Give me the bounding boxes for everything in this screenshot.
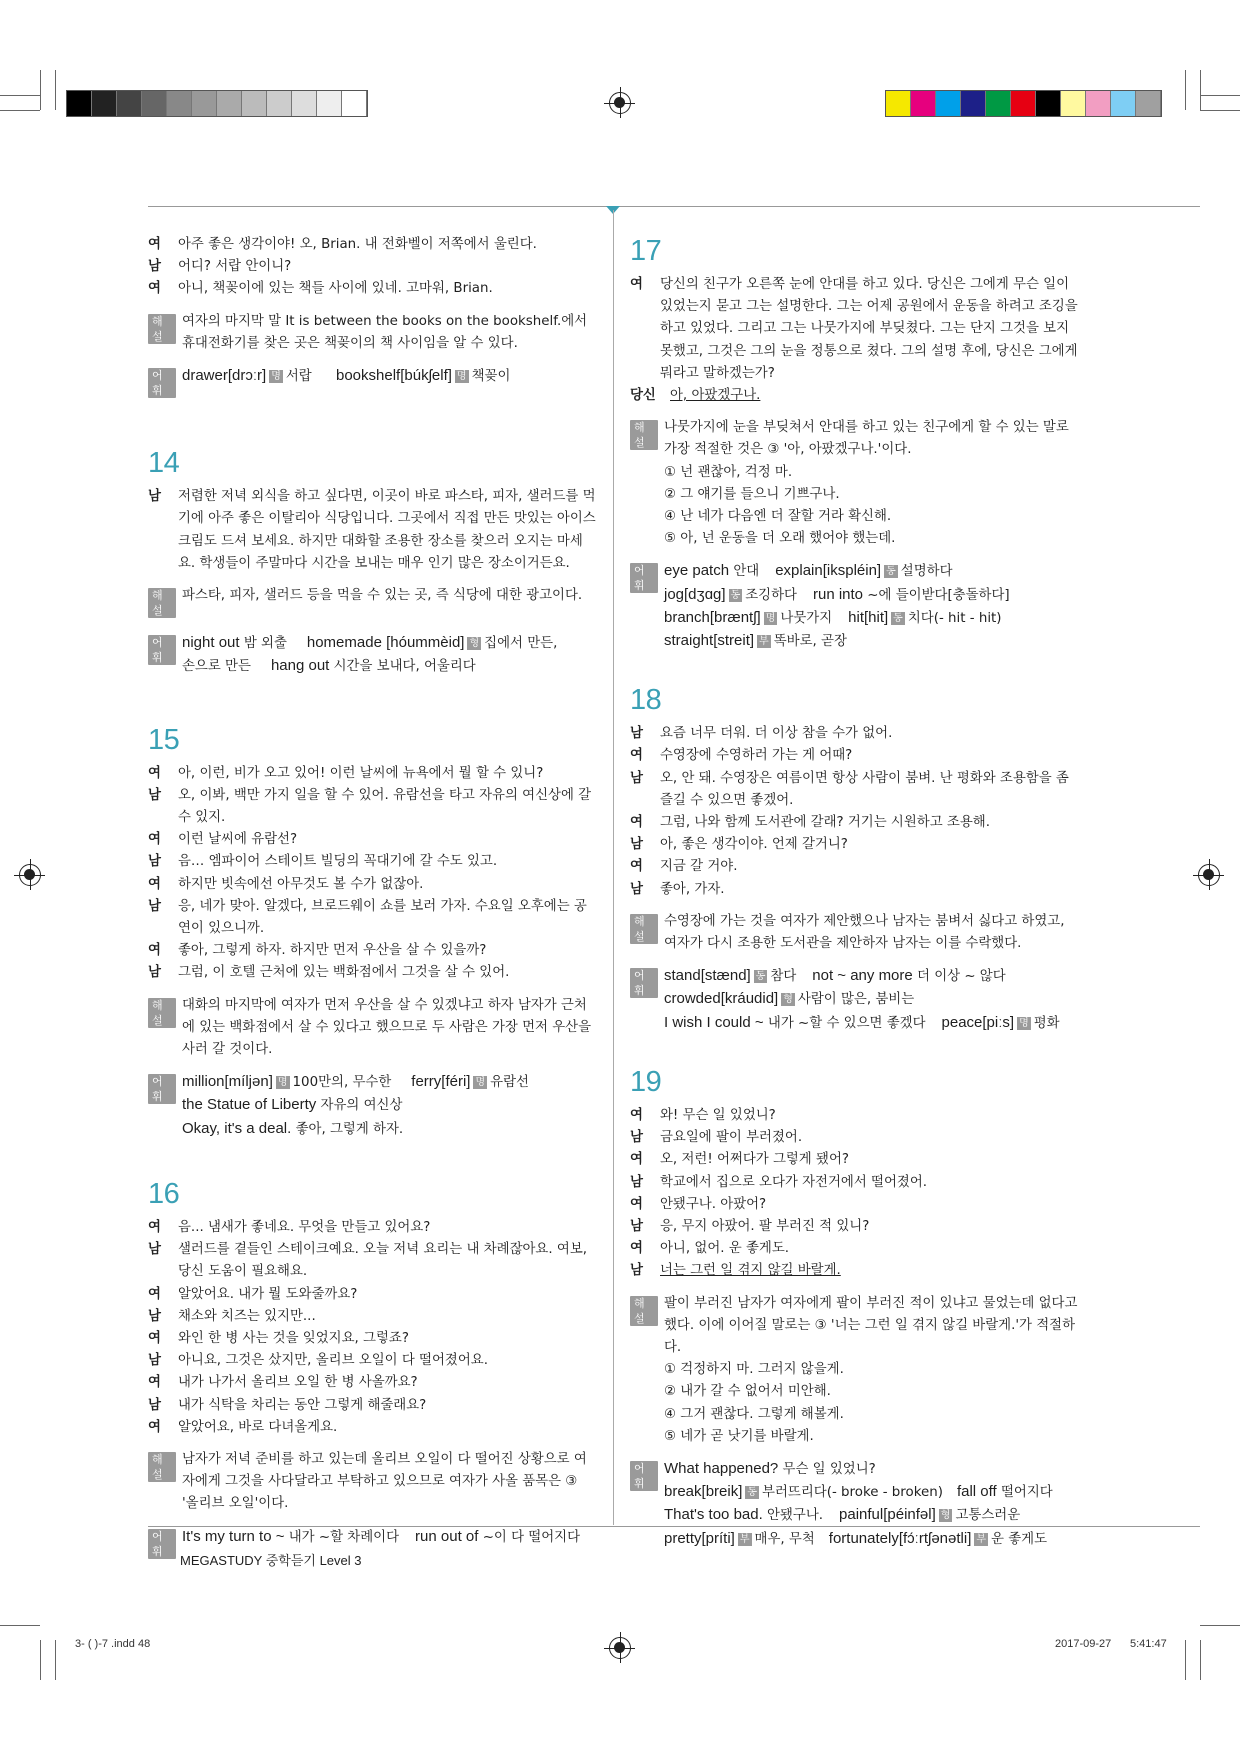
- answer-option: ⑤ 네가 곧 낫기를 바랄게.: [664, 1428, 814, 1444]
- dialogue-line: 여 아니, 없어. 운 좋게도.: [630, 1241, 790, 1257]
- section-15: [148, 723, 598, 1141]
- dialogue-line: 여 아주 좋은 생각이야! 오, Brian. 내 전화벨이 저쪽에서 울린다.: [148, 237, 537, 252]
- crop-mark: [1185, 1640, 1186, 1680]
- dialogue-line: 여 지금 갈 거야.: [630, 859, 738, 875]
- explanation-tag: 해설: [148, 314, 176, 344]
- color-swatch: [342, 91, 367, 116]
- crop-mark: [1200, 1625, 1240, 1626]
- dialogue-line: 남 내가 식탁을 차리는 동안 그렇게 해줄래요?: [148, 1397, 427, 1413]
- color-swatch: [1011, 91, 1036, 116]
- answer-option: ① 걱정하지 마. 그러지 않을게.: [664, 1362, 844, 1378]
- question-number: 14: [148, 447, 180, 480]
- registration-mark-icon: [609, 92, 631, 114]
- vocabulary: 어휘 eye patch 안대 explain[ikspléin] 동 설명하다 jog[dʒɑg] 동 조깅하다 run into ~에 들이받다[충돌하다] branch[bræntʃ] 명 나뭇가지 hit[hit] 동 치다(- hit - hit) straight[streit] 부 똑바로, 곧장: [630, 560, 1080, 653]
- crop-mark: [40, 1640, 41, 1680]
- color-swatch: [1036, 91, 1061, 116]
- explanation: 해설 대화의 마지막에 여자가 먼저 우산을 살 수 있겠냐고 하자 남자가 근처에 있는 백화점에서 살 수 있다고 했으므로 두 사람은 가장 먼저 우산을 사러 갈 것이다.: [148, 995, 598, 1062]
- dialogue-line: 여 그럼, 나와 함께 도서관에 갈래? 거기는 시원하고 조용해.: [630, 815, 990, 831]
- color-swatch: [117, 91, 142, 116]
- dialogue-line: 남 오, 안 돼. 수영장은 여름이면 항상 사람이 붐벼. 난 평화와 조용함을 좀 즐길 수 있으면 좋겠어.: [630, 770, 1069, 808]
- dialogue-line: 남 응, 네가 맞아. 알겠다, 브로드웨이 쇼를 보러 가자. 수요일 오후에는 공연이 있으니까.: [148, 898, 587, 937]
- color-swatch: [292, 91, 317, 116]
- crop-mark: [1200, 110, 1240, 111]
- dialogue-line: 남 그럼, 이 호텔 근처에 있는 백화점에서 그것을 살 수 있어.: [148, 965, 510, 981]
- dialogue-line: 여 와! 무슨 일 있었니?: [630, 1107, 776, 1123]
- answer-option: ④ 난 네가 다음엔 더 잘할 거라 확신해.: [664, 509, 892, 525]
- top-rule: [148, 206, 1200, 207]
- color-swatch: [67, 91, 92, 116]
- explanation: 해설 남자가 저녁 준비를 하고 있는데 올리브 오일이 다 떨어진 상황으로 여자에게 그것을 사다달라고 부탁하고 있으므로 여자가 사올 품목은 ③ '올리브 오일'이다.: [148, 1449, 598, 1516]
- dialogue-line: 당신 아, 아팠겠구나.: [630, 388, 761, 404]
- section-16: [148, 1177, 598, 1563]
- section-13: [148, 234, 598, 402]
- color-swatch: [1086, 91, 1111, 116]
- section-14: [148, 446, 598, 678]
- vocabulary: 어휘 million[míljən] 명 100만의, 무수한 ferry[féri] 명 유람선 the Statue of Liberty 자유의 여신상 Okay, it's a deal. 좋아, 그렇게 하자.: [148, 1071, 598, 1141]
- color-swatch: [1136, 91, 1161, 116]
- crop-mark: [55, 1640, 56, 1680]
- question-number: 19: [630, 1065, 662, 1098]
- column-divider: [613, 210, 614, 1525]
- gray-color-bar: [66, 90, 368, 117]
- dialogue-line: 여 와인 한 병 사는 것을 잊었지요, 그렇죠?: [148, 1330, 409, 1346]
- color-bar: [885, 90, 1162, 117]
- dialogue-line: 남 아니요, 그것은 샀지만, 올리브 오일이 다 떨어졌어요.: [148, 1353, 488, 1369]
- slug-file: 3- ( )-7 .indd 48: [75, 1638, 151, 1650]
- crop-mark: [1185, 70, 1186, 110]
- vocabulary: 어휘 What happened? 무슨 일 있었니? break[breik] 동 부러뜨리다(- broke - broken) fall off 떨어지다 That's too bad. 안됐구나. painful[péinfəl] 형 고통스러운 pretty[príti] 부 매우, 무척 fortunately[fɔ́ːrtʃənətli] 부 운 좋게도: [630, 1458, 1080, 1551]
- question-number: 17: [630, 235, 662, 267]
- dialogue-line: 여 오, 저런! 어쩌다가 그렇게 됐어?: [630, 1152, 849, 1168]
- color-swatch: [317, 91, 342, 116]
- answer-option: ⑤ 아, 넌 운동을 더 오래 했어야 했는데.: [664, 531, 896, 547]
- dialogue-line: 여 안됐구나. 아팠어?: [630, 1196, 767, 1212]
- color-swatch: [92, 91, 117, 116]
- dialogue-line: 여 내가 나가서 올리브 오일 한 병 사올까요?: [148, 1375, 418, 1391]
- dialogue-line: 남 너는 그런 일 겪지 않길 바랄게.: [630, 1263, 841, 1279]
- dialogue-line: 남 응, 무지 아팠어. 팔 부러진 적 있니?: [630, 1218, 870, 1234]
- explanation: 해설 파스타, 피자, 샐러드 등을 먹을 수 있는 곳, 즉 식당에 대한 광고이다.: [148, 585, 598, 622]
- dialogue-line: 남 금요일에 팔이 부러졌어.: [630, 1130, 803, 1146]
- vocabulary: 어휘 It's my turn to ~ 내가 ~할 차례이다 run out of ~이 다 떨어지다: [148, 1526, 598, 1563]
- dialogue-line: 여 좋아, 그렇게 하자. 하지만 먼저 우산을 살 수 있을까?: [148, 943, 487, 959]
- dialogue-line: 여 수영장에 수영하러 가는 게 어때?: [630, 748, 853, 764]
- dialogue-line: 남 좋아, 가자.: [630, 881, 725, 897]
- dialogue-line: 여 알았어요, 바로 다녀올게요.: [148, 1419, 338, 1435]
- color-swatch: [886, 91, 911, 116]
- vocabulary: 어휘 stand[stænd] 동 참다 not ~ any more 더 이상 ~ 않다 crowded[kráudid] 형 사람이 많은, 붐비는 I wish I could ~ 내가 ~할 수 있으면 좋겠다 peace[piːs] 명 평화: [630, 965, 1080, 1035]
- left-column: [148, 234, 598, 1593]
- dialogue-line: 여 하지만 빗속에선 아무것도 볼 수가 없잖아.: [148, 876, 424, 892]
- vocabulary: 어휘 night out 밤 외출 homemade [hóummèid] 형 집에서 만든, 손으로 만든 hang out 시간을 보내다, 어울리다: [148, 632, 598, 678]
- dialogue-line: 여 알았어요. 내가 뭘 도와줄까요?: [148, 1286, 358, 1302]
- color-swatch: [1111, 91, 1136, 116]
- color-swatch: [217, 91, 242, 116]
- answer-option: ① 넌 괜찮아, 걱정 마.: [664, 464, 793, 480]
- section-17: [630, 234, 1080, 653]
- dialogue-line: 남 채소와 치즈는 있지만...: [148, 1308, 316, 1324]
- crop-mark: [55, 70, 56, 110]
- dialogue-line: 남 학교에서 집으로 오다가 자전거에서 떨어졌어.: [630, 1174, 928, 1190]
- color-swatch: [911, 91, 936, 116]
- dialogue-line: 여 음... 냄새가 좋네요. 무엇을 만들고 있어요?: [148, 1219, 431, 1235]
- crop-mark: [1200, 1640, 1201, 1680]
- explanation: 해설 팔이 부러진 남자가 여자에게 팔이 부러진 적이 있냐고 물었는데 없다고 했다. 이에 이어질 말로는 ③ '너는 그런 일 겪지 않길 바랄게.'가 적절하다. ① 걱정하지 마. 그러지 않을게. ② 내가 갈 수 없어서 미안해. ④ 그거 괜찮다. 그렇게 해볼게. ⑤ 네가 곧 낫기를 바랄게.: [630, 1293, 1080, 1448]
- answer-option: ② 그 얘기를 들으니 기쁘구나.: [664, 486, 840, 502]
- crop-mark: [1200, 70, 1201, 110]
- crop-mark: [1200, 95, 1240, 96]
- registration-mark-icon: [19, 864, 41, 886]
- explanation: 해설 나뭇가지에 눈을 부딪쳐서 안대를 하고 있는 친구에게 할 수 있는 말로 가장 적절한 것은 ③ '아, 아팠겠구나.'이다. ① 넌 괜찮아, 걱정 마. ② 그 얘기를 들으니 기쁘구나. ④ 난 네가 다음엔 더 잘할 거라 확신해. ⑤ 아, 넌 운동을 더 오래 했어야 했는데.: [630, 417, 1080, 550]
- right-column: [630, 234, 1080, 1581]
- color-swatch: [242, 91, 267, 116]
- question-number: 16: [148, 1177, 180, 1210]
- dialogue-line: 여 아니, 책꽂이에 있는 책들 사이에 있네. 고마워, Brian.: [148, 281, 493, 297]
- question-number: 18: [630, 684, 662, 717]
- registration-mark-icon: [609, 1637, 631, 1659]
- dialogue-line: 여 당신의 친구가 오른쪽 눈에 안대를 하고 있다. 당신은 그에게 무슨 일이 있었는지 묻고 그는 설명한다. 그는 어제 공원에서 운동을 하려고 조깅을 하고 있었다. 그리고 그는 나뭇가지에 부딪쳤다. 그는 단지 그것을 보지 못했고, 그것은 그의 눈을 정통으로 쳤다. 그의 설명 후에, 당신은 그에게 뭐라고 말하겠는가?: [630, 277, 1078, 381]
- color-swatch: [267, 91, 292, 116]
- color-swatch: [1061, 91, 1086, 116]
- dialogue-line: 남 음… 엠파이어 스테이트 빌딩의 꼭대기에 갈 수도 있고.: [148, 854, 498, 870]
- dialogue-line: 여 아, 이런, 비가 오고 있어! 이런 날씨에 뉴욕에서 뭘 할 수 있니?: [148, 765, 544, 781]
- crop-mark: [0, 110, 40, 111]
- color-swatch: [167, 91, 192, 116]
- answer-option: ② 내가 갈 수 없어서 미안해.: [664, 1384, 831, 1400]
- slug-date: 2017-09-27: [1055, 1638, 1112, 1650]
- crop-mark: [40, 70, 41, 110]
- slug-time: 5:41:47: [1130, 1638, 1167, 1650]
- color-swatch: [986, 91, 1011, 116]
- answer-option: ④ 그거 괜찮다. 그렇게 해볼게.: [664, 1406, 844, 1422]
- explanation: 해설 수영장에 가는 것을 여자가 제안했으나 남자는 붐벼서 싫다고 하였고, 여자가 다시 조용한 도서관을 제안하자 남자는 이를 수락했다.: [630, 911, 1080, 955]
- color-swatch: [192, 91, 217, 116]
- registration-mark-icon: [1198, 864, 1220, 886]
- dialogue-line: 남 요즘 너무 더워. 더 이상 참을 수가 없어.: [630, 726, 893, 742]
- color-swatch: [936, 91, 961, 116]
- dialogue-line: 남 아, 좋은 생각이야. 언제 갈거니?: [630, 837, 848, 853]
- color-swatch: [142, 91, 167, 116]
- color-swatch: [961, 91, 986, 116]
- dialogue-line: 남 샐러드를 곁들인 스테이크예요. 오늘 저녁 요리는 내 차례잖아요. 여보, 당신 도움이 필요해요.: [148, 1242, 588, 1280]
- vocabulary-tag: 어휘: [148, 368, 176, 398]
- question-number: 15: [148, 723, 180, 756]
- section-19: [630, 1065, 1080, 1551]
- page-footer: MEGASTUDY 중학듣기 Level 3: [180, 1553, 362, 1568]
- section-18: [630, 683, 1080, 1035]
- explanation: 해설 여자의 마지막 말 It is between the books on the bookshelf.에서 휴대전화기를 찾은 곳은 책꽂이의 책 사이임을 알 수 있다.: [148, 311, 598, 355]
- dialogue-line: 남 저렴한 저녁 외식을 하고 싶다면, 이곳이 바로 파스타, 피자, 샐러드를 먹기에 아주 좋은 이탈리아 식당입니다. 그곳에서 직접 만든 맛있는 아이스크림도 드셔 보세요. 하지만 대화할 조용한 장소를 찾으러 오지는 마세요. 학생들이 주말마다 시간을 보내는 매우 인기 많은 장소이거든요.: [148, 489, 596, 571]
- dialogue-line: 남 어디? 서랍 안이니?: [148, 259, 292, 275]
- crop-mark: [0, 95, 40, 96]
- dialogue-line: 여 이런 날씨에 유람선?: [148, 832, 298, 848]
- dialogue-line: 남 오, 이봐, 백만 가지 일을 할 수 있어. 유람선을 타고 자유의 여신상에 갈 수 있지.: [148, 787, 592, 826]
- crop-mark: [0, 1625, 40, 1626]
- vocabulary: 어휘 drawer[drɔːr] 명 서랍 bookshelf[búkʃelf] 명 책꽂이: [148, 365, 598, 402]
